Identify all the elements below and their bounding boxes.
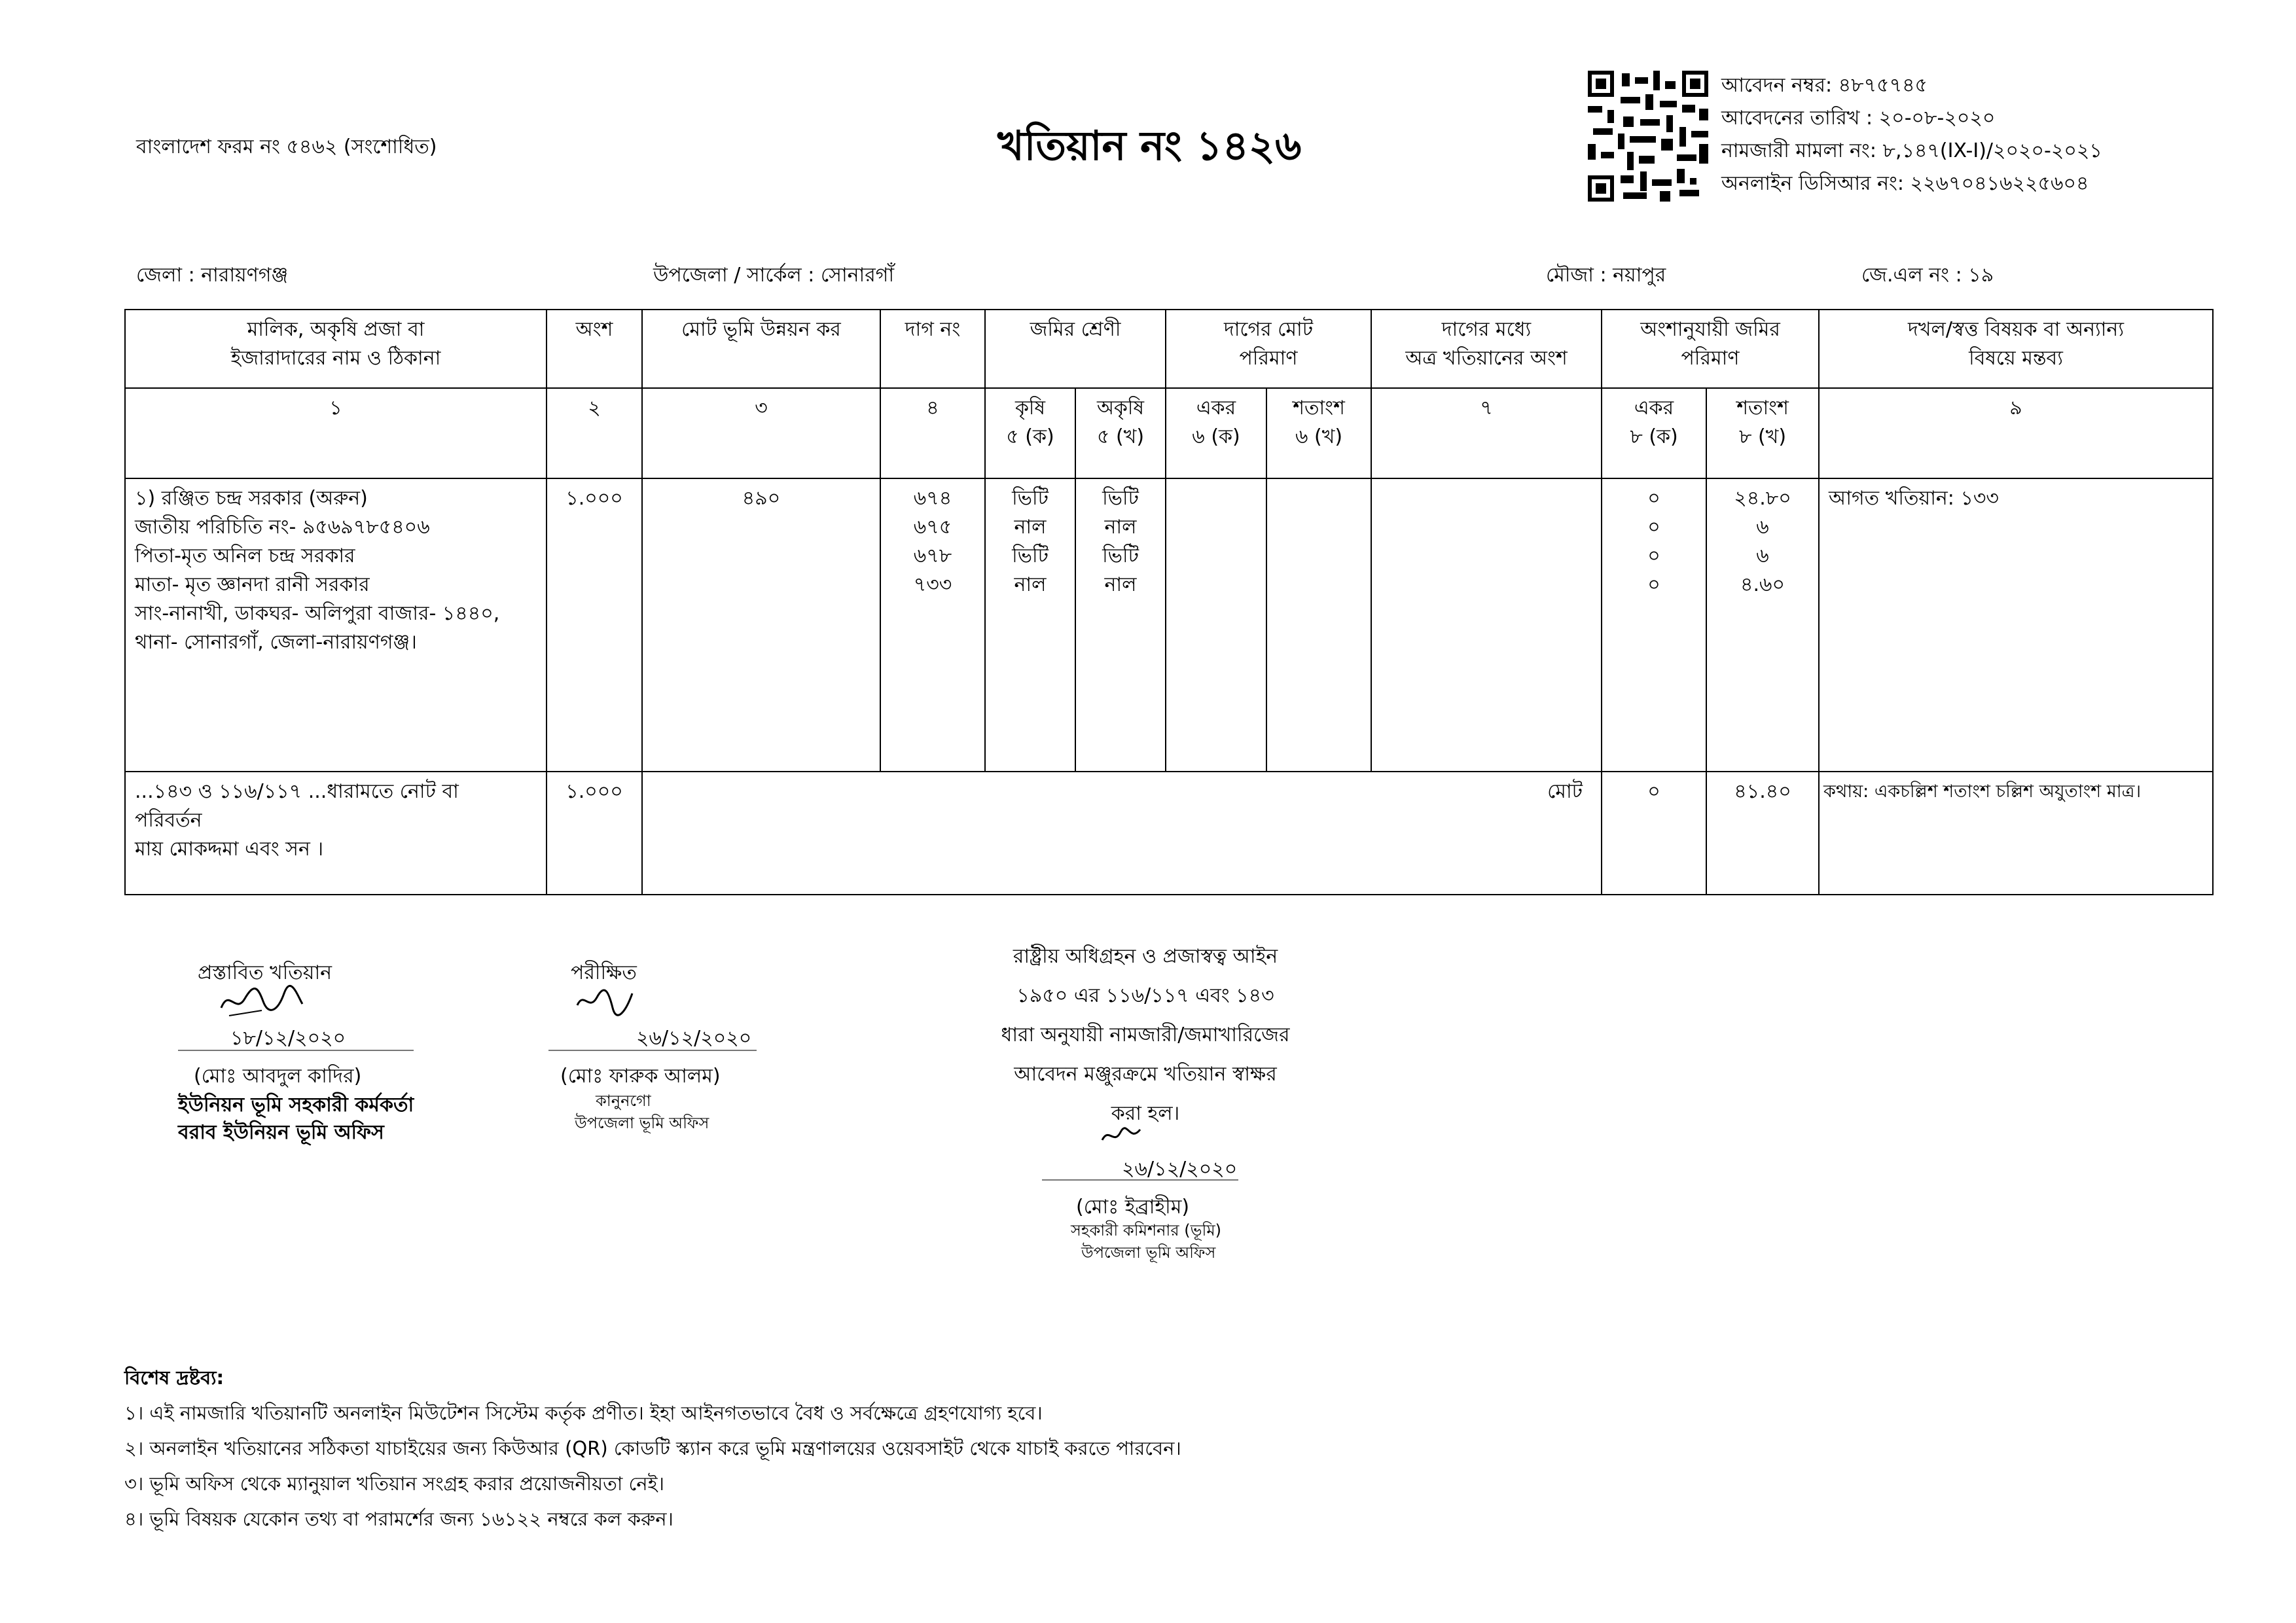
table-row (125, 478, 2213, 772)
approval-designation: সহকারী কমিশনার (ভূমি) (1071, 1221, 1222, 1240)
application-date: আবেদনের তারিখ : ২০-০৮-২০২০ (1721, 107, 1996, 130)
share-shatangsho-list: ২৪.৮০ ৬ ৬ ৪.৬০ (1706, 478, 1819, 772)
header-row (125, 310, 2213, 388)
dag-header: দাগ নং (880, 310, 985, 388)
application-number: আবেদন নম্বর: ৪৮৭৫৭৪৫ (1721, 74, 1928, 97)
approval-name: (মোঃ ইব্রাহীম) (1076, 1196, 1190, 1219)
proposed-designation: ইউনিয়ন ভূমি সহকারী কর্মকর্তা (178, 1094, 414, 1116)
upazila: উপজেলা / সার্কেল : সোনারগাঁ (653, 264, 895, 287)
portion-header: দাগের মধ্যে অত্র খতিয়ানের অংশ (1371, 310, 1602, 388)
application-info (1721, 69, 2102, 200)
proposed-label: প্রস্তাবিত খতিয়ান (198, 961, 332, 984)
col-number-1: ১ (125, 388, 547, 478)
total-label: মোট (642, 772, 1602, 895)
jl-number: জে.এল নং : ১৯ (1861, 264, 1994, 287)
examined-date: ২৬/১২/২০২০ (636, 1027, 752, 1050)
note-item-4: ৪। ভূমি বিষয়ক যেকোন তথ্য বা পরামর্শের জন্য ১৬১২২ নম্বরে কল করুন। (124, 1508, 673, 1530)
share-acre-list: ০ ০ ০ ০ (1602, 478, 1706, 772)
col-number-2: ২ (547, 388, 642, 478)
col-number-5kh: অকৃষি ৫ (খ) (1075, 388, 1166, 478)
note-item-3: ৩। ভূমি অফিস থেকে ম্যানুয়াল খতিয়ান সংগ্রহ করার প্রয়োজনীয়তা নেই। (124, 1472, 665, 1495)
share-value: ১.০০০ (547, 478, 642, 772)
examined-label: পরীক্ষিত (571, 961, 637, 984)
owner-details: ১) রঞ্জিত চন্দ্র সরকার (অরুন) জাতীয় পরিচিতি নং- ৯৫৬৯৭৮৫৪০৬ পিতা-মৃত অনিল চন্দ্র সরকার মাতা- মৃত জ্ঞানদা রানী সরকার সাং-নানাখী, ডাকঘর- অলিপুরা বাজার- ১৪৪০, থানা- সোনারগাঁ, জেলা-নারায়ণগঞ্জ। (125, 478, 547, 772)
column-number-row (125, 388, 2213, 478)
proposed-office: বরাব ইউনিয়ন ভূমি অফিস (178, 1121, 384, 1144)
land-class-header: জমির শ্রেণী (985, 310, 1166, 388)
col-number-8kh: শতাংশ ৮ (খ) (1706, 388, 1819, 478)
share-header: অংশ (547, 310, 642, 388)
examined-office: উপজেলা ভূমি অফিস (575, 1114, 709, 1132)
qr-code-icon (1588, 71, 1708, 202)
total-acre: ০ (1602, 772, 1706, 895)
dag-area-header: দাগের মোট পরিমাণ (1166, 310, 1371, 388)
col-number-6kh: শতাংশ ৬ (খ) (1266, 388, 1371, 478)
portion-cell (1371, 478, 1602, 772)
dag-acre-cell (1166, 478, 1266, 772)
approval-signature-icon (1100, 1123, 1145, 1149)
summary-note: ...১৪৩ ও ১১৬/১১৭ ...ধারামতে নোট বা পরিবর্তন মায় মোকদ্দমা এবং সন । (125, 772, 547, 895)
col-number-9: ৯ (1819, 388, 2213, 478)
page-title: খতিয়ান নং ১৪২৬ (997, 122, 1302, 169)
summary-share: ১.০০০ (547, 772, 642, 895)
agri-class-list: ভিটি নাল ভিটি নাল (985, 478, 1075, 772)
nonagri-class-list: ভিটি নাল ভিটি নাল (1075, 478, 1166, 772)
online-dcr-number: অনলাইন ডিসিআর নং: ২২৬৭০৪১৬২২৫৬০৪ (1721, 172, 2089, 195)
remark-value: আগত খতিয়ান: ১৩৩ (1819, 478, 2213, 772)
approval-office: উপজেলা ভূমি অফিস (1081, 1243, 1216, 1262)
examined-name: (মোঃ ফারুক আলম) (560, 1065, 721, 1088)
share-area-header: অংশানুযায়ী জমির পরিমাণ (1602, 310, 1819, 388)
remarks-header: দখল/স্বত্ত বিষয়ক বা অন্যান্য বিষয়ে মন্তব্য (1819, 310, 2213, 388)
proposed-date: ১৮/১২/২০২০ (230, 1027, 346, 1050)
owner-header: মালিক, অকৃষি প্রজা বা ইজারাদারের নাম ও ঠিকানা (125, 310, 547, 388)
approval-statement: রাষ্ট্রীয় অধিগ্রহন ও প্রজাস্বত্ব আইন ১৯৫০ এর ১১৬/১১৭ এবং ১৪৩ ধারা অনুযায়ী নামজারী/জমাখারিজের আবেদন মঞ্জুরক্রমে খতিয়ান স্বাক্ষর করা হল। (1001, 945, 1290, 1125)
mutation-case-number: নামজারী মামলা নং: ৮,১৪৭(IX-I)/২০২০-২০২১ (1721, 139, 2102, 162)
col-number-5k: কৃষি ৫ (ক) (985, 388, 1075, 478)
khatian-table (124, 309, 2214, 895)
total-shatangsho: ৪১.৪০ (1706, 772, 1819, 895)
examined-designation: কানুনগো (596, 1092, 651, 1110)
approval-date: ২৬/১২/২০২০ (1122, 1158, 1238, 1181)
district: জেলা : নারায়ণগঞ্জ (136, 264, 289, 287)
proposed-name: (মোঃ আবদুল কাদির) (194, 1065, 362, 1088)
form-number: বাংলাদেশ ফরম নং ৫৪৬২ (সংশোধিত) (136, 135, 437, 158)
note-item-1: ১। এই নামজারি খতিয়ানটি অনলাইন মিউটেশন সিস্টেম কর্তৃক প্রণীত। ইহা আইনগতভাবে বৈধ ও সর্বক্ষেত্রে গ্রহণযোগ্য হবে। (124, 1402, 1043, 1424)
col-number-6k: একর ৬ (ক) (1166, 388, 1266, 478)
col-number-4: ৪ (880, 388, 985, 478)
proposed-signature-icon (216, 982, 308, 1021)
examined-sign-line (548, 1050, 757, 1051)
col-number-8k: একর ৮ (ক) (1602, 388, 1706, 478)
proposed-sign-line (178, 1050, 414, 1051)
tax-value: ৪৯০ (642, 478, 880, 772)
mouza: মৌজা : নয়াপুর (1546, 264, 1666, 287)
col-number-7: ৭ (1371, 388, 1602, 478)
summary-row (125, 772, 2213, 895)
note-item-2: ২। অনলাইন খতিয়ানের সঠিকতা যাচাইয়ের জন্য কিউআর (QR) কোডটি স্ক্যান করে ভূমি মন্ত্রণালয়ের ওয়েবসাইট থেকে যাচাই করতে পারবেন। (124, 1437, 1181, 1459)
dag-shatangsho-cell (1266, 478, 1371, 772)
total-in-words: কথায়: একচল্লিশ শতাংশ চল্লিশ অযুতাংশ মাত্র। (1819, 772, 2213, 895)
notes-heading: বিশেষ দ্রষ্টব্য: (124, 1366, 224, 1389)
col-number-3: ৩ (642, 388, 880, 478)
approval-sign-line (1042, 1179, 1238, 1181)
examined-signature-icon (573, 986, 639, 1018)
dag-list: ৬৭৪ ৬৭৫ ৬৭৮ ৭৩৩ (880, 478, 985, 772)
tax-header: মোট ভূমি উন্নয়ন কর (642, 310, 880, 388)
